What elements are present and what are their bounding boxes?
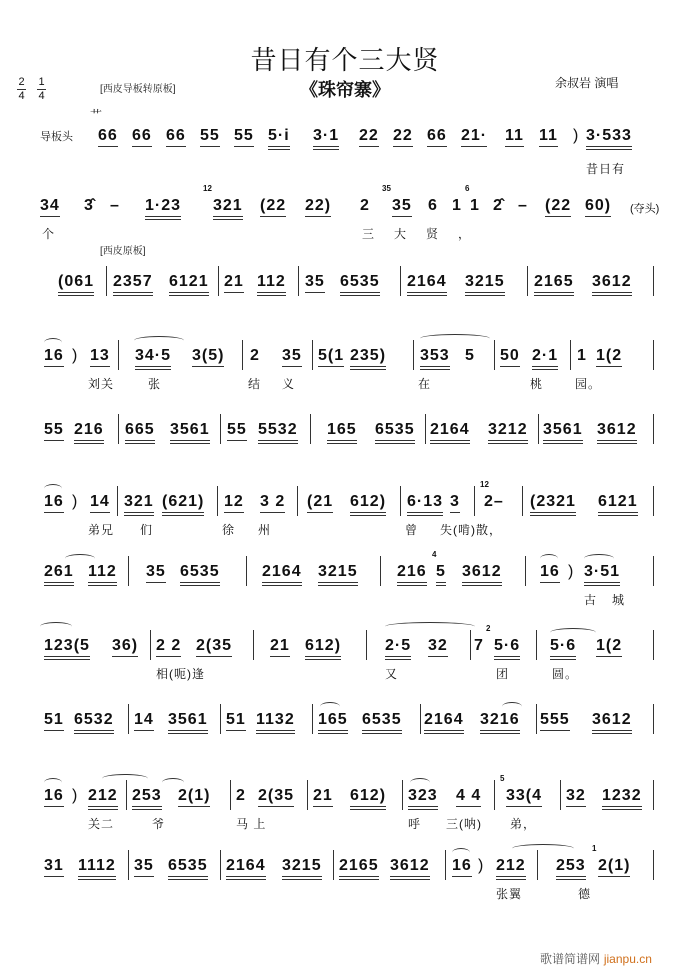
slur: [512, 844, 574, 853]
daoban-head-label: 导板头: [40, 131, 73, 143]
score-row-1: [0, 126, 690, 150]
barline: [560, 780, 561, 810]
lyric: 州: [258, 523, 272, 537]
note-group: 21: [313, 786, 333, 807]
barline: [333, 850, 334, 880]
note-group: 1(2: [596, 636, 622, 657]
dash: –: [110, 197, 120, 214]
note-group: (061: [58, 272, 94, 296]
note: 2–: [484, 493, 504, 510]
barline: [246, 556, 247, 586]
note-group: 3561: [543, 420, 583, 444]
slur: [420, 334, 490, 343]
lyrics-line-7: 古城: [584, 593, 641, 607]
note-group: 1·23: [145, 196, 181, 220]
score-row-11: [0, 844, 690, 880]
note-fermata: 3̂: [84, 197, 94, 214]
note-group: 3212: [488, 420, 528, 444]
note-group: 1232: [602, 786, 642, 810]
grace-note: 12: [480, 480, 489, 489]
note-group: 2164: [226, 856, 266, 880]
barline: [653, 630, 654, 660]
score-row-9: [0, 710, 690, 734]
note-group: 3561: [168, 710, 208, 734]
note-group: 3: [450, 492, 460, 513]
barline: [522, 486, 523, 516]
note-group: 31: [44, 856, 64, 877]
barline: [297, 486, 298, 516]
note-group: 212: [88, 786, 118, 810]
barline: [217, 486, 218, 516]
note-group: 165: [327, 420, 357, 444]
barline: [400, 486, 401, 516]
barline: [494, 780, 495, 810]
lyric: 义: [282, 377, 296, 391]
note-group: 3216: [480, 710, 520, 734]
watermark: [540, 950, 652, 967]
note-group: 3·51: [584, 562, 620, 586]
note-group: 6535: [340, 272, 380, 296]
note-group: 22: [359, 126, 379, 147]
note-group: 2357: [113, 272, 153, 296]
note-group: 216: [397, 562, 427, 586]
note-group: 2164: [407, 272, 447, 296]
note-group: 261: [44, 562, 74, 586]
barline: [653, 850, 654, 880]
time-signature-1-4: 1 4: [38, 76, 45, 102]
lyric: 张翼: [496, 887, 523, 901]
barline: [425, 414, 426, 444]
dash: –: [518, 197, 528, 214]
note-group: 2·1: [532, 346, 558, 370]
note-group: 16: [44, 492, 64, 513]
note-group: 6·13: [407, 492, 443, 516]
note: 2: [360, 197, 370, 214]
note-group: 3612: [462, 562, 502, 586]
grace-note: 35: [382, 184, 391, 193]
lyric: 结: [248, 377, 262, 391]
lyric: 马 上: [236, 817, 267, 831]
barline: [420, 704, 421, 734]
barline: [118, 414, 119, 444]
note-group: 6535: [168, 856, 208, 880]
note-group: 14: [90, 492, 110, 513]
note-group: 612): [350, 786, 386, 810]
barline: [312, 340, 313, 370]
note-group: 55: [227, 420, 247, 441]
barline: [653, 266, 654, 296]
score-row-3: [0, 272, 690, 296]
note-group: 2(1): [178, 786, 210, 807]
slur: [134, 336, 184, 345]
note-group: 323: [408, 786, 438, 810]
watermark-domain: jianpu.cn: [603, 952, 652, 966]
barline: [218, 266, 219, 296]
barline: [653, 486, 654, 516]
note-group: 5532: [258, 420, 298, 444]
grace-note: 2: [486, 624, 491, 633]
barline: [474, 486, 475, 516]
note: 2: [236, 787, 246, 804]
lyric: 刘关: [88, 377, 115, 391]
barline: [117, 486, 118, 516]
barline: [536, 704, 537, 734]
note-group: 2(1): [598, 856, 630, 877]
barline: [220, 850, 221, 880]
close-paren: ): [478, 857, 484, 874]
barline: [128, 704, 129, 734]
close-paren: ): [72, 493, 78, 510]
lyric-char: 个: [42, 227, 56, 241]
note-group: 66: [98, 126, 118, 147]
score-row-2: [0, 184, 690, 220]
barline: [220, 704, 221, 734]
barline: [653, 704, 654, 734]
note-group: 55: [234, 126, 254, 147]
barline: [538, 414, 539, 444]
note-group: (21: [307, 492, 333, 513]
song-title: 昔日有个三大贤: [250, 46, 440, 76]
note: 2: [250, 347, 260, 364]
note-group: 2165: [534, 272, 574, 296]
grace-note: 1: [592, 844, 597, 853]
note-group: 32: [566, 786, 586, 807]
note-group: 6535: [375, 420, 415, 444]
note-group: 32: [428, 636, 448, 657]
note-group: (621): [162, 492, 204, 516]
barline: [253, 630, 254, 660]
note-group: 3612: [592, 710, 632, 734]
score-row-6: [0, 480, 690, 516]
note-group: 235): [350, 346, 386, 370]
note: 7: [474, 637, 484, 654]
barline: [380, 556, 381, 586]
note: 6: [428, 197, 438, 214]
note-group: 11: [505, 126, 524, 147]
barline: [230, 780, 231, 810]
barline: [220, 414, 221, 444]
note-group: 35: [134, 856, 154, 877]
note-group: (22: [260, 196, 286, 217]
note-group: 66: [132, 126, 152, 147]
note-group: 55: [200, 126, 220, 147]
lyric: 圆。: [552, 667, 579, 681]
note-group: 3·1: [313, 126, 339, 150]
note-group: 165: [318, 710, 348, 734]
note-group: 216: [74, 420, 104, 444]
barline: [653, 780, 654, 810]
barline: [653, 340, 654, 370]
note-group: 12: [224, 492, 244, 513]
lyric: 在: [418, 377, 432, 391]
note-group: 1112: [78, 856, 116, 880]
barline: [470, 630, 471, 660]
lyric: 桃: [530, 377, 544, 391]
note-group: 2164: [424, 710, 464, 734]
note-group: 3612: [592, 272, 632, 296]
note-group: 555: [540, 710, 570, 731]
sanban-mark: 艹: [90, 108, 103, 122]
close-paren: ): [573, 127, 579, 144]
note-group: 5·6: [550, 636, 576, 660]
note-group: 5·i: [268, 126, 290, 150]
note-group: 212: [496, 856, 526, 880]
lyric: 曾: [405, 523, 419, 537]
note-group: 123(5: [44, 636, 90, 660]
score-row-7: [0, 550, 690, 586]
barline: [307, 780, 308, 810]
grace-note: 6: [465, 184, 470, 193]
watermark-site: 歌谱简谱网: [540, 952, 601, 966]
note-group: 11: [539, 126, 558, 147]
grace-note: 12: [203, 184, 212, 193]
note-group: 2·5: [385, 636, 411, 660]
note-group: 6535: [180, 562, 220, 586]
note-group: 612): [305, 636, 341, 660]
barline: [527, 266, 528, 296]
note: 1: [470, 197, 480, 214]
note-group: 14: [134, 710, 154, 731]
note-group: 16: [44, 786, 64, 807]
close-paren: ): [72, 787, 78, 804]
barline: [570, 340, 571, 370]
duotou-label: (夺头): [630, 203, 660, 215]
lyric: 弟兄: [88, 523, 115, 537]
barline: [402, 780, 403, 810]
note-group: 21·: [461, 126, 487, 147]
section-tag-opening: [西皮导板转原板]: [100, 84, 176, 95]
note-group: 253: [556, 856, 586, 880]
note-group: 33(4: [506, 786, 542, 807]
note-group: 66: [166, 126, 186, 147]
note-group: 13: [90, 346, 110, 367]
barline: [106, 266, 107, 296]
note-group: 253: [132, 786, 162, 810]
note-group: 112: [88, 562, 117, 586]
lyric: 爷: [152, 817, 166, 831]
barline: [445, 850, 446, 880]
slur: [40, 622, 72, 631]
score-row-10: [0, 774, 690, 810]
note-group: 21: [270, 636, 290, 657]
lyric: 张: [148, 377, 162, 391]
lyrics-line-1: 昔日有: [586, 162, 626, 176]
lyric: 团: [496, 667, 510, 681]
note-group: 51: [44, 710, 64, 731]
barline: [537, 850, 538, 880]
note-group: 321: [124, 492, 154, 516]
lyric: 们: [140, 523, 154, 537]
note-group: 35: [305, 272, 325, 293]
note-group: 5(1: [318, 346, 344, 367]
note-group: 665: [125, 420, 155, 444]
note-group: 3215: [318, 562, 358, 586]
lyrics-line-2: 三大贤，: [362, 227, 491, 241]
note-group: 4 4: [456, 786, 481, 807]
note-group: 35: [146, 562, 166, 583]
note-group: 3·533: [586, 126, 632, 150]
note-group: 3612: [390, 856, 430, 880]
note-group: 2164: [430, 420, 470, 444]
score-row-5: [0, 420, 690, 444]
barline: [312, 704, 313, 734]
lyric: 徐: [222, 523, 236, 537]
note-group: 3215: [465, 272, 505, 296]
note: 5: [465, 347, 475, 364]
close-paren: ): [568, 563, 574, 580]
note-group: 5·6: [494, 636, 520, 660]
note-group: 1(2: [596, 346, 622, 367]
time-signature-2-4: 2 4: [18, 76, 25, 102]
close-paren: ): [72, 347, 78, 364]
note-group: 35: [282, 346, 302, 367]
barline: [242, 340, 243, 370]
note-group: 2164: [262, 562, 302, 586]
grace-note: 4: [432, 550, 437, 559]
performer-credit: 余叔岩 演唱: [555, 76, 619, 90]
note-group: 60): [585, 196, 611, 217]
note-group: 6532: [74, 710, 114, 734]
barline: [150, 630, 151, 660]
note-group: 321: [213, 196, 243, 220]
note-group: 612): [350, 492, 386, 516]
note-group: 66: [427, 126, 447, 147]
note-group: 2165: [339, 856, 379, 880]
score-row-4: [0, 346, 690, 370]
note-group: 34·5: [135, 346, 171, 370]
barline: [128, 556, 129, 586]
note: 5: [436, 562, 446, 586]
note-group: 6121: [169, 272, 209, 296]
barline: [400, 266, 401, 296]
score-row-8: [0, 624, 690, 660]
note-group: 2(35: [196, 636, 232, 657]
note: 1: [452, 197, 462, 214]
note-fermata: 2̂: [493, 197, 503, 214]
slur: [102, 774, 148, 783]
lyric: 弟，: [510, 817, 537, 831]
lyric: 德: [578, 887, 592, 901]
barline: [366, 630, 367, 660]
note-group: 3(5): [192, 346, 224, 367]
note-group: 22): [305, 196, 331, 217]
barline: [536, 630, 537, 660]
note-group: 35: [392, 196, 412, 217]
note-group: 112: [257, 272, 286, 296]
note-group: 51: [226, 710, 246, 731]
lyric: 又: [385, 667, 399, 681]
note-group: 21: [224, 272, 244, 293]
note-group: 16: [540, 562, 560, 583]
barline: [126, 780, 127, 810]
barline: [118, 340, 119, 370]
barline: [413, 340, 414, 370]
note-group: 22: [393, 126, 413, 147]
note: 1: [577, 347, 587, 364]
note-group: 16: [44, 346, 64, 367]
note-group: 3561: [170, 420, 210, 444]
grace-note: 5: [500, 774, 505, 783]
slur: [385, 622, 475, 631]
note-group: 353: [420, 346, 450, 370]
opera-title: 《珠帘寨》: [300, 80, 390, 100]
section-tag-yuanban: [西皮原板]: [100, 246, 146, 257]
note-group: 36): [112, 636, 138, 657]
note-group: 50: [500, 346, 520, 367]
note-group: (2321: [530, 492, 576, 516]
note-group: 2(35: [258, 786, 294, 807]
barline: [525, 556, 526, 586]
lyric: 园。: [575, 377, 602, 391]
note-group: 3 2: [260, 492, 285, 513]
note-group: 6535: [362, 710, 402, 734]
note-group: 2 2: [156, 636, 181, 657]
note-group: (22: [545, 196, 571, 217]
note-group: 3215: [282, 856, 322, 880]
barline: [494, 340, 495, 370]
barline: [310, 414, 311, 444]
note-group: 6121: [598, 492, 638, 516]
lyric: 相(呃)逢: [156, 667, 205, 681]
note-group: 3612: [597, 420, 637, 444]
note-group: 55: [44, 420, 64, 441]
barline: [653, 414, 654, 444]
lyric: 失(啃)散，: [440, 523, 502, 537]
note-group: 34: [40, 196, 60, 217]
note-group: 1132: [256, 710, 295, 734]
lyric: 三(呐): [446, 817, 482, 831]
lyric: 关二: [88, 817, 115, 831]
lyric: 呼: [408, 817, 422, 831]
barline: [653, 556, 654, 586]
barline: [128, 850, 129, 880]
note-group: 16: [452, 856, 472, 877]
barline: [298, 266, 299, 296]
